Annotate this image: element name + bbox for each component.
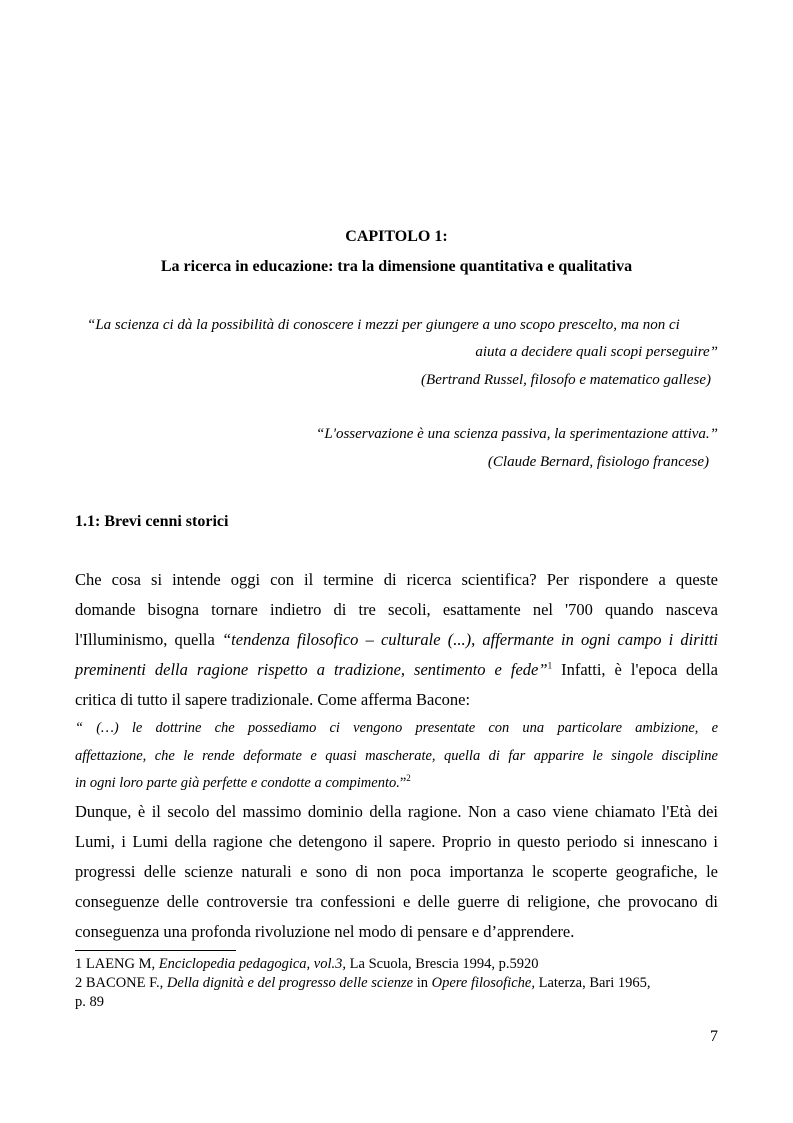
paragraph-1-line-3 <box>75 630 718 650</box>
footnote-2-mid: in <box>413 975 432 991</box>
footnote-1-author: LAENG M, <box>82 956 159 972</box>
citation-line-3-text: in ogni loro parte già perfette e condotte a compimento. <box>75 775 400 791</box>
paragraph-1-line-3-text: l'Illuminismo, quella <box>75 630 222 649</box>
paragraph-2-line-2: Lumi, i Lumi della ragione che detengono il sapere. Proprio in questo periodo si innescano i <box>75 832 718 851</box>
paragraph-1-line-4-text: Infatti, è l'epoca della <box>552 660 719 679</box>
paragraph-2-line-5: conseguenza una profonda rivoluzione nel modo di pensare e d’apprendere. <box>75 922 575 941</box>
epigraph-2-author: (Claude Bernard, fisiologo francese) <box>487 454 709 470</box>
footnote-2-continuation: p. 89 <box>75 994 104 1010</box>
dictionary-quote-end: preminenti della ragione rispetto a tradizione, sentimento e fede” <box>75 660 548 679</box>
footnote-2-number: 2 <box>75 975 83 991</box>
paragraph-1-line-5: critica di tutto il sapere tradizionale. Come afferma Bacone: <box>75 690 471 709</box>
footnote-1-title: Enciclopedia pedagogica, vol.3, <box>158 956 347 972</box>
epigraph-1-author: (Bertrand Russel, filosofo e matematico gallese) <box>421 372 711 388</box>
footnote-ref-2[interactable]: 2 <box>406 773 411 784</box>
paragraph-2-line-1: Dunque, è il secolo del massimo dominio della ragione. Non a caso viene chiamato l'Età dei <box>75 802 718 821</box>
epigraph-1-line-2: aiuta a decidere quali scopi perseguire” <box>475 344 718 360</box>
citation-line-1: “ (…) le dottrine che possediamo ci vengono presentate con una particolare ambizione, e <box>75 720 718 736</box>
epigraph-1-line-1: “La scienza ci dà la possibilità di conoscere i mezzi per giungere a uno scopo prescelto, ma non ci <box>87 317 680 333</box>
footnote-ref-1[interactable]: 1 <box>547 660 553 671</box>
chapter-label: CAPITOLO 1: <box>345 228 448 245</box>
paragraph-2-line-4: conseguenze delle controversie tra confessioni e delle guerre di religione, che provocano di <box>75 892 718 911</box>
footnote-1-number: 1 <box>75 956 83 972</box>
footnote-2-author: BACONE F., <box>82 975 167 991</box>
citation-line-3 <box>75 775 718 792</box>
paragraph-1-line-2: domande bisogna tornare indietro di tre secoli, esattamente nel '700 quando nasceva <box>75 600 718 619</box>
citation-line-2: affettazione, che le rende deformate e quasi mascherate, quella di far apparire le singole discipline <box>75 748 718 764</box>
paragraph-2-line-3: progressi delle scienze naturali e sono di non poca importanza le scoperte geografiche, le <box>75 862 718 881</box>
footnote-2-rest: Laterza, Bari 1965, <box>534 975 651 991</box>
paragraph-1-line-1: Che cosa si intende oggi con il termine di ricerca scientifica? Per rispondere a queste <box>75 570 718 589</box>
footnote-2-title-2: Opere filosofiche, <box>431 975 535 991</box>
footnote-2-title: Della dignità e del progresso delle scienze <box>166 975 414 991</box>
chapter-title: La ricerca in educazione: tra la dimensione quantitativa e qualitativa <box>160 258 633 275</box>
footnote-2 <box>75 975 651 992</box>
page-number: 7 <box>710 1028 718 1045</box>
dictionary-quote-start: “tendenza filosofico – culturale (...), affermante in ogni campo i diritti <box>222 630 718 649</box>
citation-close-quote: ” <box>399 775 407 791</box>
paragraph-1-line-4 <box>75 660 718 680</box>
footnote-1 <box>75 956 539 973</box>
footnote-1-rest: La Scuola, Brescia 1994, p.5920 <box>346 956 539 972</box>
section-title: 1.1: Brevi cenni storici <box>75 513 229 530</box>
epigraph-2-line-1: “L'osservazione è una scienza passiva, la sperimentazione attiva.” <box>316 426 718 442</box>
footnote-separator <box>75 950 236 951</box>
